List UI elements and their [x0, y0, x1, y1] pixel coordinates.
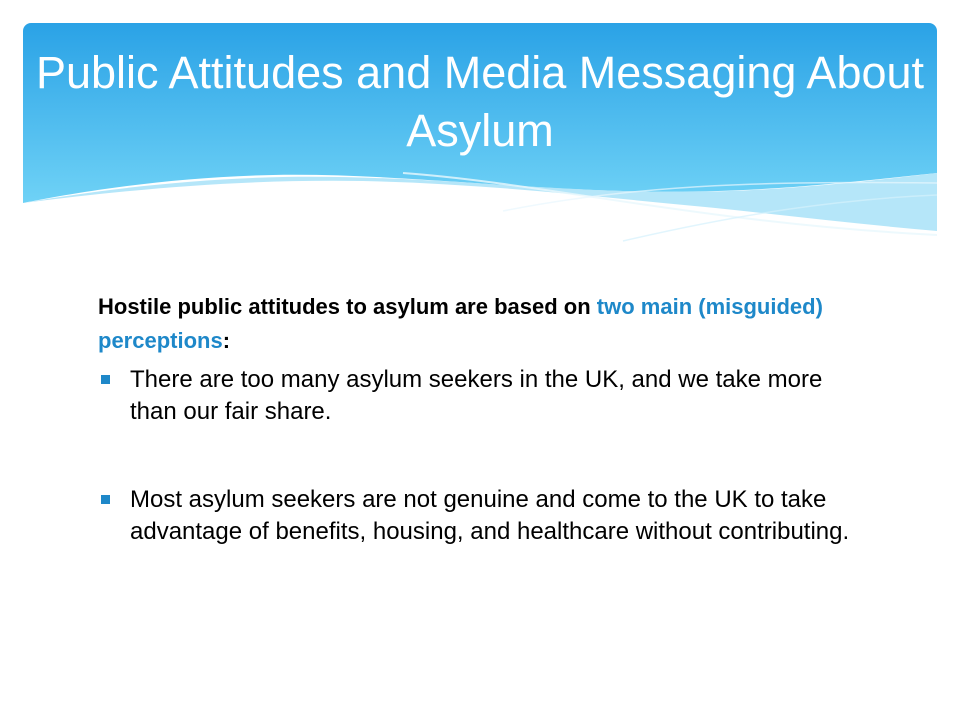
intro-trail: :: [222, 328, 231, 353]
intro-paragraph: [98, 290, 868, 358]
square-bullet-icon: [101, 375, 110, 384]
bullet-item: [98, 364, 868, 428]
intro-highlight: two main (misguided) perceptions: [98, 294, 823, 353]
square-bullet-icon: [101, 495, 110, 504]
intro-lead: Hostile public attitudes to asylum are based on: [98, 294, 591, 319]
slide-title: Public Attitudes and Media Messaging About Asylum: [35, 47, 925, 156]
bullet-text: There are too many asylum seekers in the UK, and we take more than our fair share.: [130, 366, 823, 425]
bullet-text: Most asylum seekers are not genuine and come to the UK to take advantage of benefits, housing, and healthcare without contributing.: [130, 486, 850, 545]
slide-body: [98, 290, 868, 548]
bullet-item: [98, 484, 868, 548]
